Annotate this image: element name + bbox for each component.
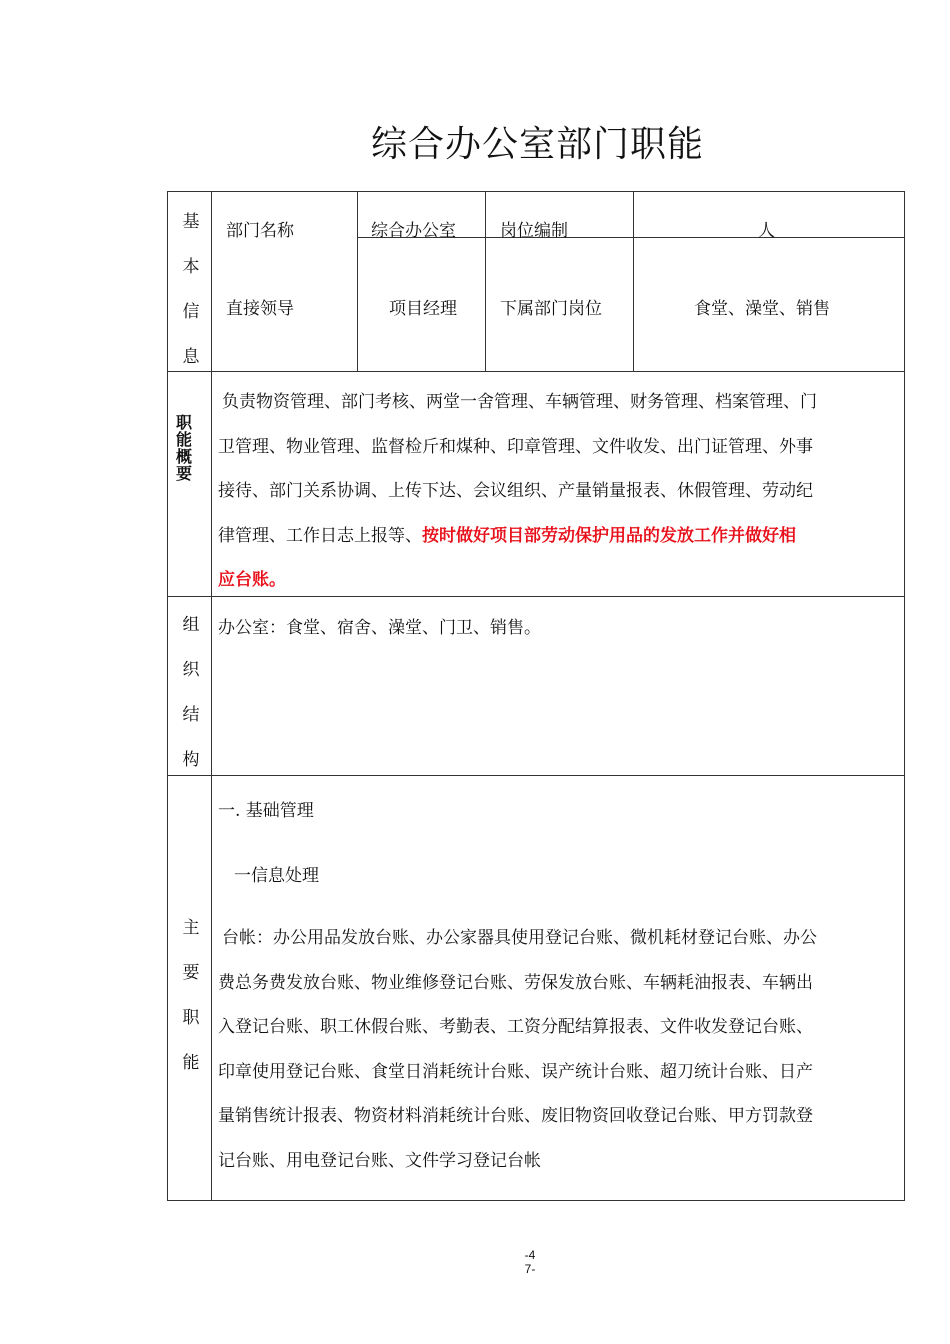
label-char: 基	[182, 212, 200, 232]
summary-line: 接待、部门关系协调、上传下达、会议组织、产量销量报表、休假管理、劳动纪	[218, 481, 813, 501]
dept-name-label: 部门名称	[226, 221, 294, 241]
label-char: 要	[182, 963, 200, 983]
function-summary-text	[218, 380, 817, 603]
subordinate-value: 食堂、澡堂、销售	[694, 299, 830, 319]
org-structure-label	[176, 603, 206, 783]
label-char: 主	[182, 918, 200, 938]
duties-line: 入登记台账、职工休假台账、考勤表、工资分配结算报表、文件收发登记台账、	[218, 1017, 813, 1037]
summary-line	[218, 558, 817, 603]
duties-line: 量销售统计报表、物资材料消耗统计台账、废旧物资回收登记台账、甲方罚款登	[218, 1106, 813, 1126]
main-duties-label	[176, 906, 206, 1086]
label-char: 息	[182, 347, 200, 367]
summary-normal-text: 律管理、工作日志上报等、	[218, 525, 422, 546]
summary-highlight-text: 按时做好项目部劳动保护用品的发放工作并做好相	[422, 525, 796, 546]
main-duties-heading: 一. 基础管理	[218, 801, 314, 821]
duties-line: 费总务费发放台账、物业维修登记台账、劳保发放台账、车辆耗油报表、车辆出	[218, 972, 813, 993]
function-summary-label	[172, 414, 196, 482]
duties-line: 印章使用登记台账、食堂日消耗统计台账、误产统计台账、超刀统计台账、日产	[218, 1061, 813, 1082]
subordinate-label: 下属部门岗位	[500, 299, 602, 319]
leader-label: 直接领导	[226, 299, 294, 319]
headcount-value: 人	[758, 221, 775, 241]
headcount-label: 岗位编制	[500, 221, 568, 241]
summary-highlight-text: 应台账。	[218, 570, 286, 590]
main-duties-subheading: 一信息处理	[234, 866, 319, 886]
label-char: 织	[182, 660, 200, 680]
label-char: 概	[175, 447, 192, 466]
basic-info-label	[176, 200, 206, 380]
label-char: 能	[182, 1053, 200, 1073]
duties-line: 记台账、用电登记台账、文件学习登记台帐	[218, 1150, 541, 1171]
label-char: 要	[175, 464, 192, 483]
label-char: 结	[182, 705, 200, 725]
org-structure-text: 办公室：食堂、宿舍、澡堂、门卫、销售。	[218, 618, 541, 638]
label-char: 职	[182, 1008, 200, 1028]
page-number-part: 7-	[524, 1262, 536, 1276]
label-char: 组	[182, 615, 200, 635]
summary-line: 卫管理、物业管理、监督检斤和煤种、印章管理、文件收发、出门证管理、外事	[218, 436, 813, 457]
leader-value: 项目经理	[389, 299, 457, 319]
summary-line	[218, 514, 817, 559]
page-number-part: -4	[524, 1248, 536, 1262]
label-char: 构	[182, 750, 200, 770]
label-char: 信	[182, 302, 200, 322]
duties-line: 台帐：办公用品发放台账、办公家器具使用登记台账、微机耗材登记台账、办公	[222, 928, 817, 948]
label-char: 本	[182, 257, 200, 277]
label-char: 能	[175, 430, 192, 449]
dept-name-value: 综合办公室	[371, 221, 456, 241]
page-title: 综合办公室部门职能	[370, 124, 704, 165]
page-number	[500, 1248, 560, 1276]
main-duties-text	[218, 916, 817, 1183]
label-char: 职	[175, 413, 192, 432]
summary-line: 负责物资管理、部门考核、两堂一舍管理、车辆管理、财务管理、档案管理、门	[222, 392, 817, 412]
